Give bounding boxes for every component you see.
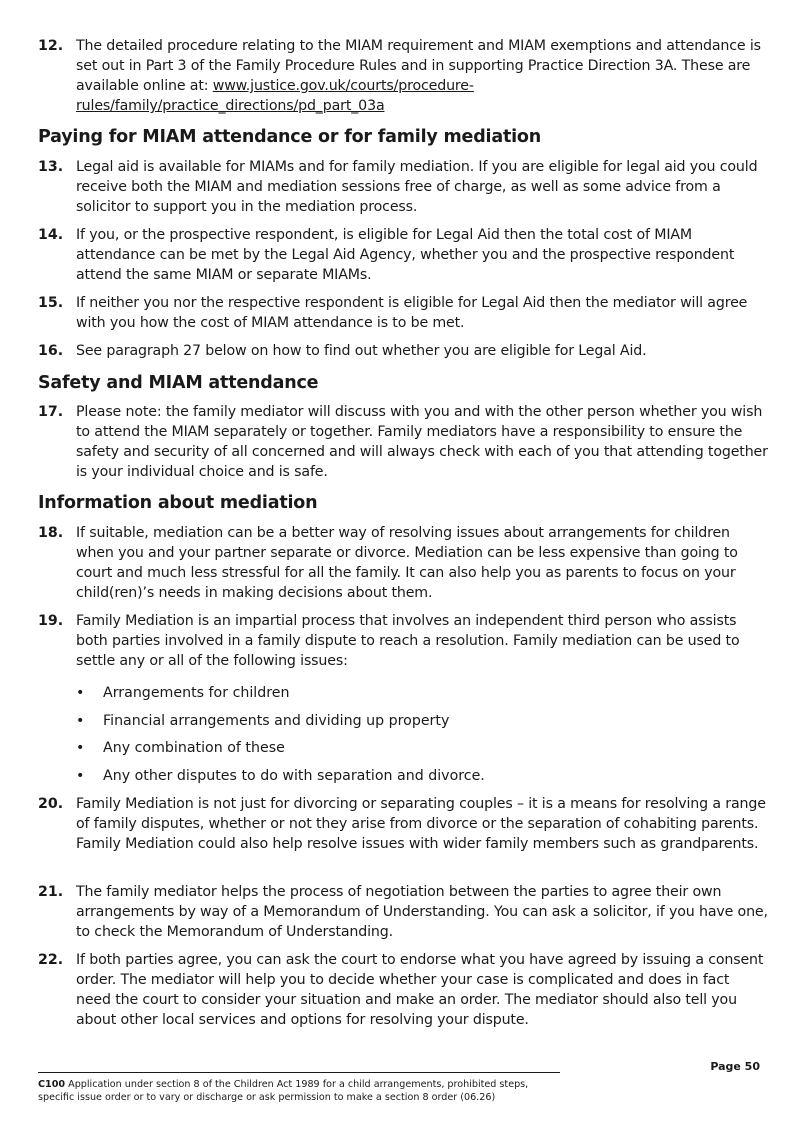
paragraph-17: [38, 402, 768, 482]
list-item: [76, 683, 766, 703]
paragraph-number: 15.: [38, 295, 64, 311]
paragraph-text: Legal aid is available for MIAMs and for family mediation. If you are eligible for legal aid you could receive both the MIAM and mediation sessions free of charge, as well as some advice from a solicitor to support you in the mediation process.: [76, 159, 758, 215]
paragraph-16: [38, 341, 768, 361]
paragraph-15: [38, 293, 768, 333]
paragraph-text: See paragraph 27 below on how to find out whether you are eligible for Legal Aid.: [76, 343, 647, 359]
list-item-text: Any combination of these: [103, 740, 285, 756]
footer-divider: [38, 1072, 560, 1073]
paragraph-12: [38, 36, 768, 116]
list-item: [76, 738, 766, 758]
section-heading-safety: Safety and MIAM attendance: [38, 373, 319, 393]
paragraph-21: [38, 882, 768, 942]
paragraph-number: 20.: [38, 796, 64, 812]
paragraph-text: Family Mediation is not just for divorcing or separating couples – it is a means for resolving a range of family disputes, whether or not they arise from divorce or the separation of cohabiting parents. Family Mediation could also help resolve issues with wider family members such as grandparents.: [76, 796, 766, 852]
paragraph-number: 21.: [38, 884, 64, 900]
list-item-text: Financial arrangements and dividing up property: [103, 713, 450, 729]
bullet-icon: •: [76, 740, 85, 756]
form-code: C100: [38, 1079, 66, 1090]
paragraph-text: If suitable, mediation can be a better way of resolving issues about arrangements for children when you and your partner separate or divorce. Mediation can be less expensive than going to court and much less stressful for all the family. It can also help you as parents to focus on your child(ren)’s needs in making decisions about them.: [76, 525, 738, 601]
footer-form-description: [38, 1078, 558, 1104]
list-item: [76, 766, 766, 786]
paragraph-18: [38, 523, 768, 603]
paragraph-text: If both parties agree, you can ask the court to endorse what you have agreed by issuing a consent order. The mediator will help you to decide whether your case is complicated and does in fact need the court to consider your situation and make an order. The mediator should also tell you about other local services and options for resolving your dispute.: [76, 952, 764, 1028]
paragraph-22: [38, 950, 768, 1030]
paragraph-text: [76, 36, 768, 116]
paragraph-text: If neither you nor the respective respondent is eligible for Legal Aid then the mediator will agree with you how the cost of MIAM attendance is to be met.: [76, 295, 748, 331]
bullet-icon: •: [76, 685, 85, 701]
paragraph-text: If you, or the prospective respondent, is eligible for Legal Aid then the total cost of MIAM attendance can be met by the Legal Aid Agency, whether you and the prospective respondent attend the same MIAM or separate MIAMs.: [76, 227, 735, 283]
paragraph-text: Family Mediation is an impartial process that involves an independent third person who assists both parties involved in a family dispute to reach a resolution. Family mediation can be used to settle any or all of the following issues:: [76, 613, 740, 669]
paragraph-14: [38, 225, 768, 285]
paragraph-number: 12.: [38, 38, 64, 54]
form-description: Application under section 8 of the Children Act 1989 for a child arrangements, prohibited steps, specific issue order or to vary or discharge or ask permission to make a section 8 order (06.26): [38, 1079, 529, 1103]
paragraph-number: 14.: [38, 227, 64, 243]
paragraph-19: [38, 611, 768, 671]
paragraph-20: [38, 794, 768, 854]
paragraph-text: The family mediator helps the process of negotiation between the parties to agree their own arrangements by way of a Memorandum of Understanding. You can ask a solicitor, if you have one, to check the Memorandum of Understanding.: [76, 884, 768, 940]
section-heading-paying: Paying for MIAM attendance or for family mediation: [38, 127, 541, 147]
page-number: Page 50: [710, 1060, 760, 1073]
paragraph-text: Please note: the family mediator will discuss with you and with the other person whether you wish to attend the MIAM separately or together. Family mediators have a responsibility to ensure the safety and security of all concerned and will always check with each of you that attending together is your individual choice and is safe.: [76, 404, 768, 480]
section-heading-information: Information about mediation: [38, 493, 318, 513]
bullet-icon: •: [76, 713, 85, 729]
paragraph-number: 13.: [38, 159, 64, 175]
paragraph-13: [38, 157, 768, 217]
bullet-icon: •: [76, 768, 85, 784]
paragraph-body: The detailed procedure relating to the MIAM requirement and MIAM exemptions and attendance is set out in Part 3 of the Family Procedure Rules and in supporting Practice Direction 3A. These are available online at:: [76, 38, 761, 94]
practice-direction-link[interactable]: www.justice.gov.uk/courts/procedure-rules/family/practice_directions/pd_part_03a: [76, 78, 474, 114]
list-item-text: Arrangements for children: [103, 685, 290, 701]
list-item: [76, 711, 766, 731]
paragraph-number: 17.: [38, 404, 64, 420]
paragraph-number: 18.: [38, 525, 64, 541]
list-item-text: Any other disputes to do with separation and divorce.: [103, 768, 485, 784]
paragraph-number: 22.: [38, 952, 64, 968]
paragraph-number: 19.: [38, 613, 64, 629]
paragraph-number: 16.: [38, 343, 64, 359]
